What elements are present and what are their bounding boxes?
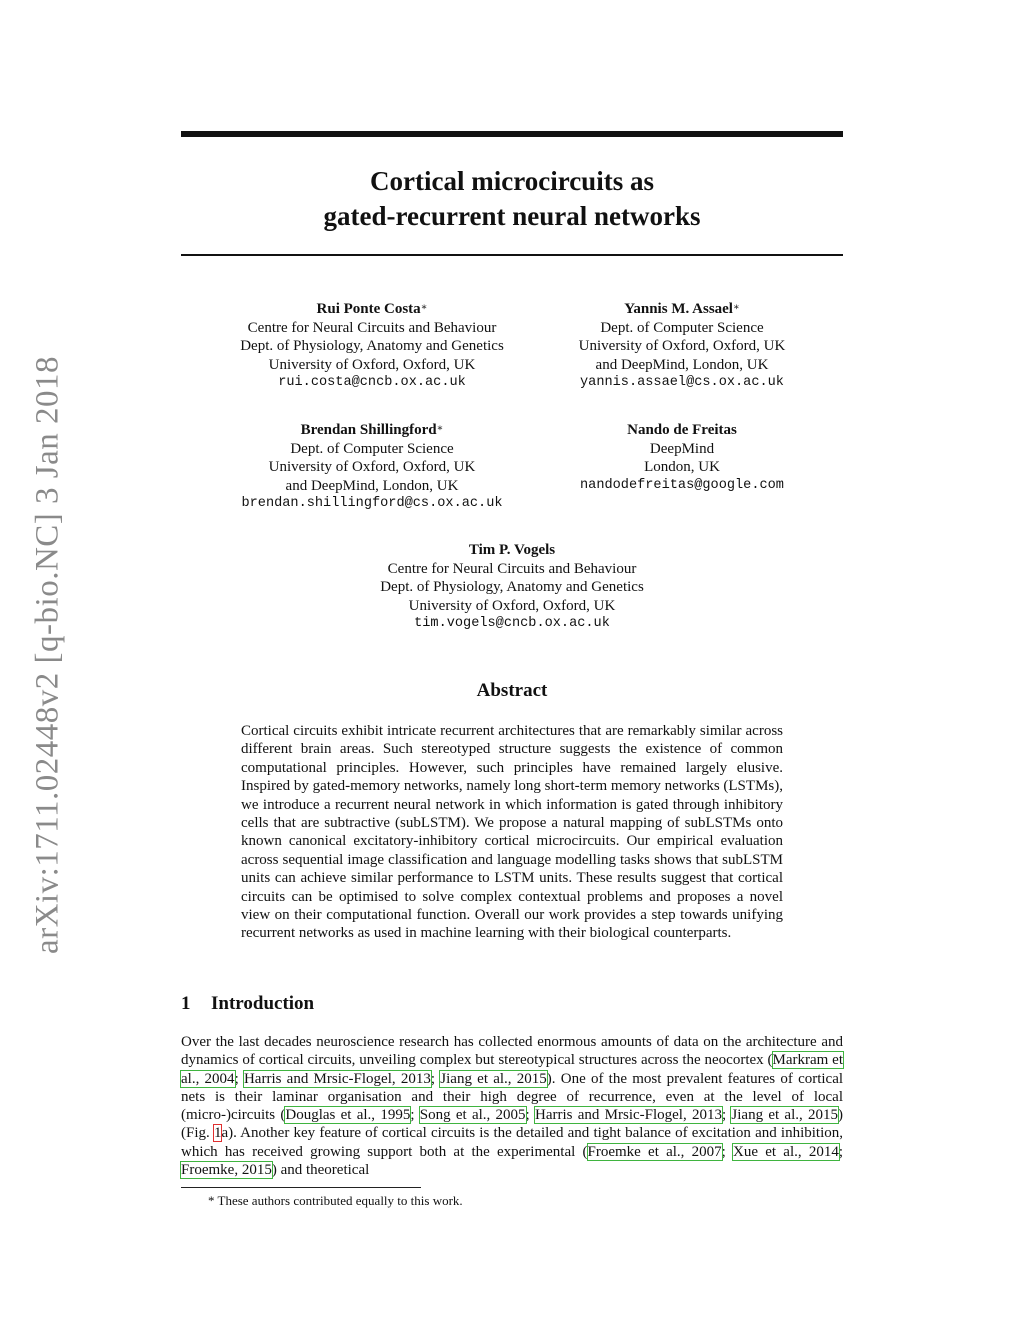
body-text: ; xyxy=(721,1107,732,1124)
body-text: ; xyxy=(410,1107,420,1124)
author-block xyxy=(522,300,842,393)
body-text: ; xyxy=(838,1143,843,1160)
author-name: Rui Ponte Costa∗ xyxy=(316,301,428,317)
abstract-text: Cortical circuits exhibit intricate recurrent architectures that are remarkably similar across different brain areas. Such stereotyped structure suggests the existence of common computational principles. However, such principles have remained largely elusive. Inspired by gated-memory networks, namely long short-term memory networks (LSTMs), we introduce a recurrent neural network in which information is gated through inhibitory cells that are subtractive (subLSTM). We propose a natural mapping of subLSTMs onto known canonical excitatory-inhibitory cortical microcircuits. Our empirical evaluation across sequential image classification and language modelling tasks shows that subLSTM units can achieve similar performance to LSTM units. These results suggest that cortical circuits can be optimised to solve complex contextual problems and proposes a novel view on their computational function. Overall our work provides a step towards unifying recurrent networks as used in machine learning with their biological counterparts. xyxy=(241,723,783,942)
author-block xyxy=(352,541,672,634)
section-title: Introduction xyxy=(211,993,315,1014)
citation-link[interactable]: Harris and Mrsic-Flogel, 2013 xyxy=(534,1107,722,1124)
author-email[interactable]: tim.vogels@cncb.ox.ac.uk xyxy=(414,616,610,631)
body-text: ; xyxy=(721,1143,734,1160)
title-bottom-rule xyxy=(181,254,843,256)
section-heading xyxy=(181,993,314,1015)
abstract-heading: Abstract xyxy=(476,680,548,701)
author-affiliation: Centre for Neural Circuits and Behaviour xyxy=(387,560,637,577)
author-affiliation: and DeepMind, London, UK xyxy=(595,356,769,373)
author-affiliation: Dept. of Physiology, Anatomy and Genetics xyxy=(380,579,644,595)
citation-link[interactable]: Douglas et al., 1995 xyxy=(285,1107,411,1124)
author-name: Tim P. Vogels xyxy=(468,542,556,558)
citation-link[interactable]: Markram et al., 2004 xyxy=(181,1052,843,1087)
author-email[interactable]: nandodefreitas@google.com xyxy=(580,477,784,493)
section-number: 1 xyxy=(181,993,191,1014)
author-email[interactable]: rui.costa@cncb.ox.ac.uk xyxy=(278,375,466,390)
citation-link[interactable]: Harris and Mrsic-Flogel, 2013 xyxy=(243,1070,431,1087)
body-text: a). Another key feature of cortical circuits is the detailed and tight balance of excitation and inhibition, which has received growing support both at the experimental ( xyxy=(181,1125,843,1160)
citation-link[interactable]: Jiang et al., 2015 xyxy=(731,1107,839,1124)
author-email[interactable]: brendan.shillingford@cs.ox.ac.uk xyxy=(241,496,503,511)
body-text: ) (Fig. xyxy=(181,1107,844,1142)
title-top-rule xyxy=(181,131,843,137)
citation-link[interactable]: Froemke et al., 2007 xyxy=(587,1143,722,1160)
author-affiliation: Dept. of Computer Science xyxy=(290,440,454,457)
footnote-rule xyxy=(181,1187,421,1188)
author-name: Yannis M. Assael∗ xyxy=(624,301,740,317)
author-affiliation: London, UK xyxy=(644,459,720,475)
author-affiliation: DeepMind xyxy=(649,440,715,457)
body-text: Over the last decades neuroscience research has collected enormous amounts of data on the architecture and dynamics of cortical circuits, unveiling complex but stereotypical structures across the neocortex ( xyxy=(181,1034,843,1069)
author-affiliation: Dept. of Physiology, Anatomy and Genetics xyxy=(240,338,504,354)
author-email[interactable]: yannis.assael@cs.ox.ac.uk xyxy=(580,375,784,390)
author-block xyxy=(212,421,532,514)
author-block xyxy=(212,300,532,393)
title-line-2: gated-recurrent neural networks xyxy=(323,201,701,231)
author-affiliation: University of Oxford, Oxford, UK xyxy=(578,338,786,354)
footnote: * These authors contributed equally to this work. xyxy=(208,1193,463,1208)
title-line-1: Cortical microcircuits as xyxy=(370,166,654,196)
body-text: ; xyxy=(430,1070,441,1087)
body-text: ; xyxy=(525,1107,535,1124)
intro-paragraph xyxy=(181,1033,843,1179)
body-text: ). One of the most prevalent features of cortical nets is their laminar organisation and their high degree of recurrence, even at the level of local (micro-)circuits ( xyxy=(181,1070,844,1124)
citation-link[interactable]: Jiang et al., 2015 xyxy=(440,1070,547,1087)
author-affiliation: University of Oxford, Oxford, UK xyxy=(268,459,476,475)
author-name: Nando de Freitas xyxy=(627,422,737,438)
citation-link[interactable]: Song et al., 2005 xyxy=(419,1107,526,1124)
citation-link[interactable]: Froemke, 2015 xyxy=(181,1162,272,1179)
body-text: ) and theoretical xyxy=(271,1162,370,1179)
body-text: ; xyxy=(234,1070,244,1087)
figure-link[interactable]: 1 xyxy=(213,1125,222,1142)
citation-link[interactable]: Xue et al., 2014 xyxy=(733,1143,839,1160)
author-block xyxy=(522,421,842,495)
author-affiliation: Dept. of Computer Science xyxy=(600,319,764,336)
author-name: Brendan Shillingford∗ xyxy=(300,422,444,438)
paper-title xyxy=(181,164,843,234)
author-affiliation: Centre for Neural Circuits and Behaviour xyxy=(247,319,497,336)
arxiv-identifier: arXiv:1711.02448v2 [q-bio.NC] 3 Jan 2018 xyxy=(29,355,66,955)
author-affiliation: and DeepMind, London, UK xyxy=(285,477,459,494)
author-affiliation: University of Oxford, Oxford, UK xyxy=(268,356,476,373)
author-affiliation: University of Oxford, Oxford, UK xyxy=(408,597,616,614)
